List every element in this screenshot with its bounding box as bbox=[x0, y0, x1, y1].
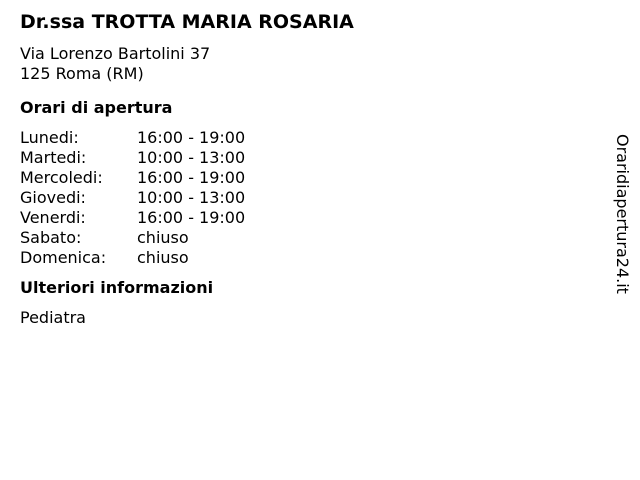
time-value: 10:00 - 13:00 bbox=[137, 148, 246, 167]
opening-hours-table bbox=[20, 128, 600, 268]
hours-row-monday bbox=[20, 128, 600, 148]
hours-row-sunday bbox=[20, 248, 600, 268]
page-title: Dr.ssa TROTTA MARIA ROSARIA bbox=[20, 11, 354, 33]
business-listing bbox=[20, 10, 600, 328]
day-label: Mercoledi: bbox=[20, 168, 103, 187]
day-label: Martedi: bbox=[20, 148, 87, 167]
specialty-value: Pediatra bbox=[20, 308, 86, 327]
hours-row-tuesday bbox=[20, 148, 600, 168]
time-value: chiuso bbox=[137, 228, 189, 247]
day-label: Sabato: bbox=[20, 228, 82, 247]
hours-row-friday bbox=[20, 208, 600, 228]
hours-row-wednesday bbox=[20, 168, 600, 188]
hours-row-saturday bbox=[20, 228, 600, 248]
site-watermark: Oraridiapertura24.it bbox=[613, 134, 632, 294]
hours-row-thursday bbox=[20, 188, 600, 208]
time-value: chiuso bbox=[137, 248, 189, 267]
day-label: Lunedi: bbox=[20, 128, 79, 147]
day-label: Domenica: bbox=[20, 248, 107, 267]
time-value: 16:00 - 19:00 bbox=[137, 168, 246, 187]
opening-hours-heading: Orari di apertura bbox=[20, 98, 173, 117]
day-label: Giovedi: bbox=[20, 188, 86, 207]
time-value: 16:00 - 19:00 bbox=[137, 128, 246, 147]
address-block bbox=[20, 44, 600, 84]
time-value: 10:00 - 13:00 bbox=[137, 188, 246, 207]
street-address: Via Lorenzo Bartolini 37 bbox=[20, 44, 211, 63]
city-address: 125 Roma (RM) bbox=[20, 64, 144, 83]
further-info-heading: Ulteriori informazioni bbox=[20, 278, 214, 297]
time-value: 16:00 - 19:00 bbox=[137, 208, 246, 227]
day-label: Venerdi: bbox=[20, 208, 86, 227]
